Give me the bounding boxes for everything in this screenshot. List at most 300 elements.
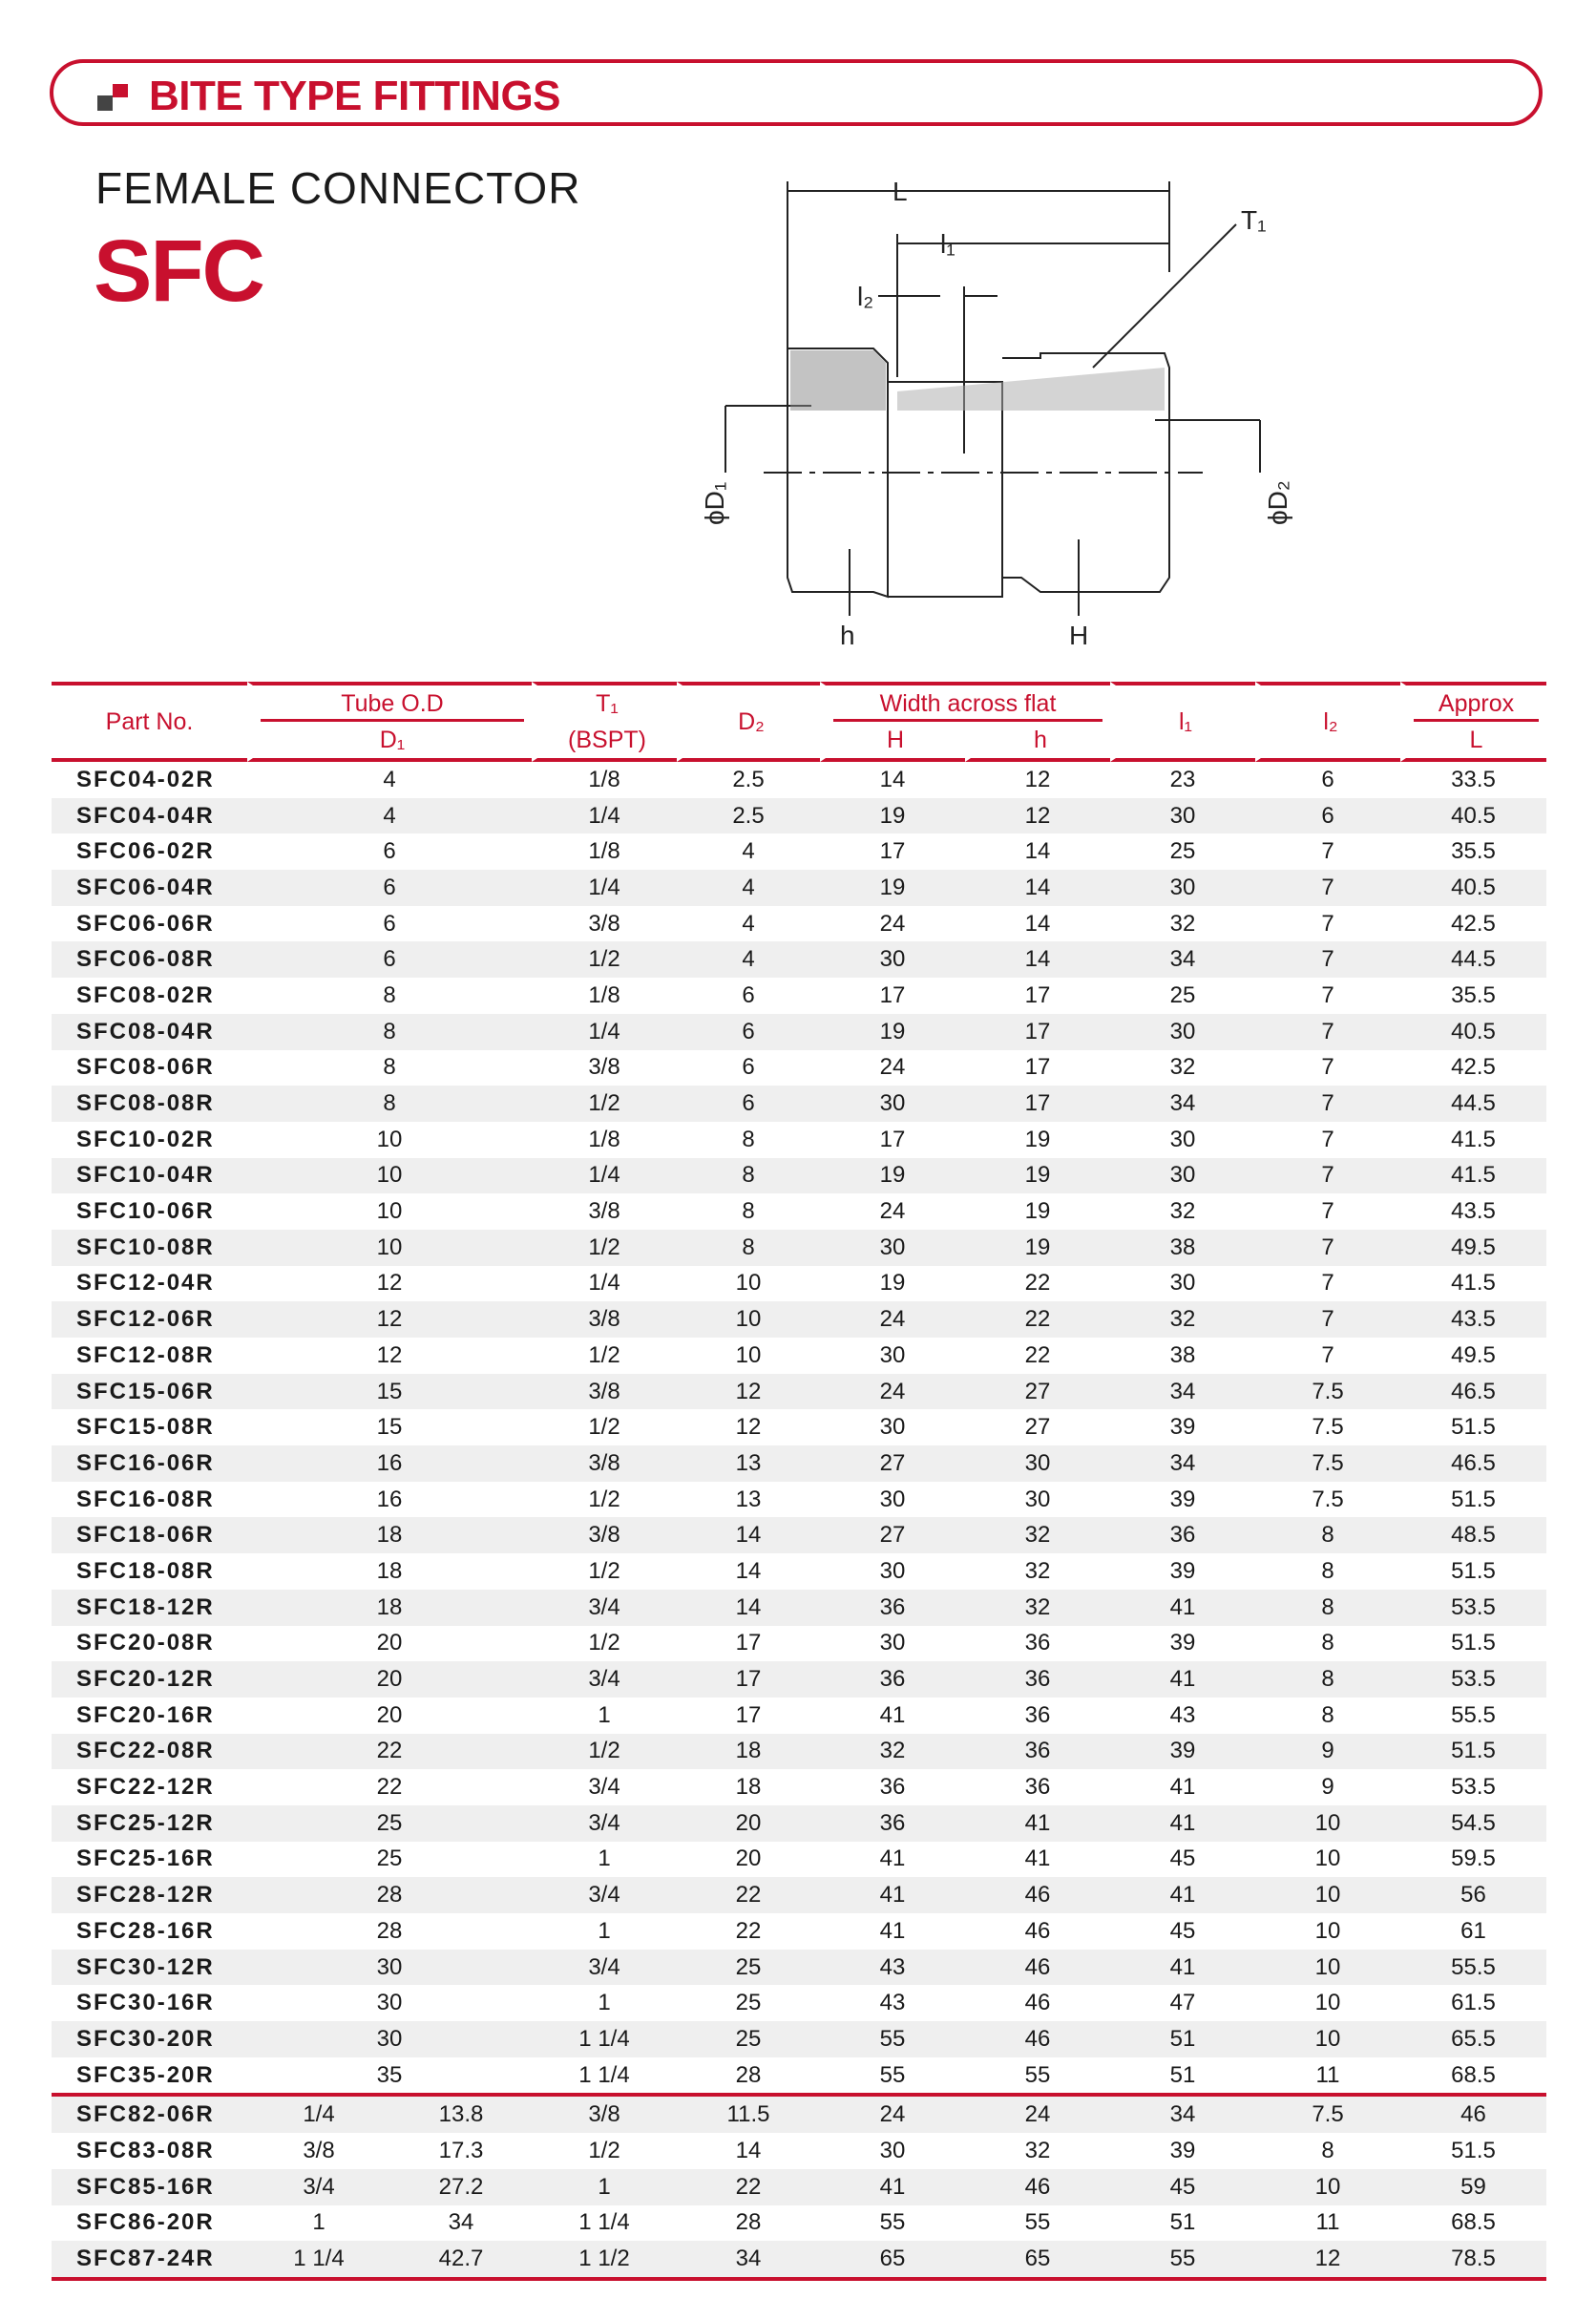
cell-h: 41 xyxy=(1024,1845,1051,1872)
cell-d1-inch: 20 xyxy=(376,1630,403,1656)
cell-l2: 7 xyxy=(1321,1341,1334,1368)
cell-d1-inch: 10 xyxy=(247,1230,532,1266)
cell-l2: 7 xyxy=(1255,941,1400,978)
cell-part-no: SFC18-06R xyxy=(52,1517,247,1553)
table-row xyxy=(52,1553,1546,1590)
cell-d1-inch: 3/4 xyxy=(247,2169,390,2205)
cell-H: 41 xyxy=(879,1845,906,1872)
cell-part-no: SFC18-12R xyxy=(52,1590,247,1626)
cell-d1-inch: 30 xyxy=(376,1990,403,2016)
cell-l1: 51 xyxy=(1110,2021,1255,2057)
cell-l1: 34 xyxy=(1110,1445,1255,1482)
table-row xyxy=(52,2169,1546,2205)
cell-l1: 55 xyxy=(1110,2241,1255,2281)
cell-L: 41.5 xyxy=(1451,1270,1496,1297)
table-row xyxy=(52,1769,1546,1805)
cell-part-no: SFC85-16R xyxy=(52,2169,247,2205)
cell-l1: 25 xyxy=(1169,838,1196,865)
cell-d1-inch: 20 xyxy=(247,1661,532,1698)
cell-d1-inch: 12 xyxy=(376,1270,403,1297)
cell-L: 43.5 xyxy=(1451,1198,1496,1225)
cell-part-no: SFC12-06R xyxy=(52,1301,247,1338)
cell-H: 41 xyxy=(820,1877,965,1913)
cell-l1: 39 xyxy=(1169,1557,1196,1584)
table-row xyxy=(52,1158,1546,1194)
cell-d1-inch: 15 xyxy=(376,1414,403,1441)
cell-d1-mm: 17.3 xyxy=(438,2137,484,2163)
header-tube-od: Tube O.D xyxy=(247,682,532,722)
cell-t1: 1 xyxy=(598,1990,611,2016)
cell-L: 46.5 xyxy=(1400,1374,1546,1410)
cell-part-no: SFC08-08R xyxy=(52,1086,247,1122)
cell-d1-inch: 8 xyxy=(383,1054,396,1081)
cell-l2: 8 xyxy=(1321,2137,1334,2163)
cell-part-no: SFC15-06R xyxy=(52,1374,247,1410)
cell-part-no: SFC08-06R xyxy=(76,1054,215,1081)
cell-part-no: SFC86-20R xyxy=(76,2209,215,2236)
cell-t1: 1/2 xyxy=(588,1630,620,1656)
cell-H: 36 xyxy=(879,1774,906,1801)
cell-t1: 1 xyxy=(532,2169,677,2205)
table-row xyxy=(52,1230,1546,1266)
cell-h: 19 xyxy=(1024,1126,1051,1152)
cell-d1-inch: 18 xyxy=(376,1557,403,1584)
table-row xyxy=(52,2021,1546,2057)
cell-l2: 7.5 xyxy=(1255,2093,1400,2133)
cell-t1: 3/4 xyxy=(532,1950,677,1986)
cell-t1: 1/2 xyxy=(588,1414,620,1441)
cell-L: 40.5 xyxy=(1400,870,1546,906)
cell-part-no: SFC20-16R xyxy=(76,1701,215,1728)
cell-d1-inch: 8 xyxy=(247,1014,532,1050)
cell-l2: 8 xyxy=(1321,1701,1334,1728)
cell-H: 36 xyxy=(820,1661,965,1698)
cell-L: 49.5 xyxy=(1400,1230,1546,1266)
cell-d2: 12 xyxy=(677,1374,820,1410)
table-row xyxy=(52,2205,1546,2242)
cell-L: 61 xyxy=(1460,1917,1486,1944)
cell-l1: 32 xyxy=(1110,1301,1255,1338)
cell-L: 44.5 xyxy=(1400,941,1546,978)
cell-h: 17 xyxy=(965,1086,1110,1122)
cell-l2: 7 xyxy=(1321,1054,1334,1081)
cell-l2: 9 xyxy=(1255,1734,1400,1770)
cell-part-no: SFC30-16R xyxy=(76,1990,215,2016)
cell-d1-inch: 35 xyxy=(376,2061,403,2088)
cell-part-no: SFC06-04R xyxy=(52,870,247,906)
cell-d2: 20 xyxy=(735,1845,762,1872)
cell-part-no: SFC10-06R xyxy=(76,1198,215,1225)
cell-h: 12 xyxy=(1024,766,1051,792)
cell-t1: 3/8 xyxy=(532,2093,677,2133)
table-row xyxy=(52,2093,1546,2133)
cell-t1: 3/8 xyxy=(588,1054,620,1081)
cell-l2: 11 xyxy=(1315,2209,1340,2236)
cell-l2: 10 xyxy=(1255,2021,1400,2057)
table-row xyxy=(52,1266,1546,1302)
cell-h: 55 xyxy=(1024,2209,1051,2236)
header-bspt: (BSPT) xyxy=(532,722,677,762)
cell-l2: 10 xyxy=(1255,1805,1400,1842)
cell-H: 41 xyxy=(879,1701,906,1728)
cell-d2: 28 xyxy=(735,2209,762,2236)
dimensions-table xyxy=(52,682,1546,2281)
cell-H: 30 xyxy=(820,1230,965,1266)
cell-part-no: SFC82-06R xyxy=(52,2093,247,2133)
cell-l2: 7 xyxy=(1321,1126,1334,1152)
cell-d2: 25 xyxy=(735,1990,762,2016)
cell-d1-inch: 15 xyxy=(247,1374,532,1410)
cell-d2: 14 xyxy=(677,1517,820,1553)
cell-part-no: SFC06-08R xyxy=(52,941,247,978)
cell-t1: 1/8 xyxy=(588,838,620,865)
table-row xyxy=(52,2057,1546,2094)
cell-h: 32 xyxy=(965,1517,1110,1553)
cell-h: 14 xyxy=(1024,838,1051,865)
cell-d2: 6 xyxy=(742,981,755,1008)
cell-L: 56 xyxy=(1400,1877,1546,1913)
cell-t1: 3/8 xyxy=(532,1517,677,1553)
cell-H: 14 xyxy=(879,766,906,792)
cell-h: 46 xyxy=(1024,1917,1051,1944)
cell-part-no: SFC20-08R xyxy=(76,1630,215,1656)
cell-H: 19 xyxy=(820,1014,965,1050)
cell-d1-inch: 6 xyxy=(247,870,532,906)
cell-L: 51.5 xyxy=(1451,1557,1496,1584)
cell-L: 68.5 xyxy=(1451,2209,1496,2236)
cell-t1: 1 xyxy=(598,1917,611,1944)
product-code: SFC xyxy=(94,222,263,320)
cell-d1-inch: 25 xyxy=(376,1845,403,1872)
cell-H: 17 xyxy=(879,981,906,1008)
cell-H: 30 xyxy=(879,1414,906,1441)
header-t1: T₁ xyxy=(532,682,677,722)
cell-t1: 3/8 xyxy=(532,1445,677,1482)
cell-part-no: SFC15-08R xyxy=(76,1414,215,1441)
cell-l1: 45 xyxy=(1169,1845,1196,1872)
table-row xyxy=(52,2241,1546,2281)
cell-h: 14 xyxy=(965,941,1110,978)
cell-h: 19 xyxy=(965,1158,1110,1194)
cell-H: 65 xyxy=(820,2241,965,2281)
cell-l1: 30 xyxy=(1110,870,1255,906)
cell-t1: 3/8 xyxy=(588,1198,620,1225)
cell-t1: 3/8 xyxy=(588,910,620,937)
cell-L: 59.5 xyxy=(1451,1845,1496,1872)
cell-H: 24 xyxy=(820,1301,965,1338)
cell-L: 59 xyxy=(1400,2169,1546,2205)
cell-l1: 39 xyxy=(1110,1734,1255,1770)
cell-t1: 1/2 xyxy=(532,1734,677,1770)
cell-t1: 1/8 xyxy=(588,1126,620,1152)
table-row xyxy=(52,1086,1546,1122)
table-row xyxy=(52,1445,1546,1482)
cell-part-no: SFC30-20R xyxy=(52,2021,247,2057)
cell-H: 30 xyxy=(879,1486,906,1512)
cell-d1-inch: 1 1/4 xyxy=(247,2241,390,2281)
table-row xyxy=(52,1193,1546,1230)
cell-H: 24 xyxy=(820,1374,965,1410)
cell-l1: 34 xyxy=(1110,2093,1255,2133)
cell-l2: 8 xyxy=(1255,1517,1400,1553)
cell-L: 51.5 xyxy=(1451,1414,1496,1441)
table-row xyxy=(52,1877,1546,1913)
cell-t1: 3/4 xyxy=(532,1877,677,1913)
cell-h: 30 xyxy=(965,1445,1110,1482)
cell-H: 55 xyxy=(820,2021,965,2057)
cell-part-no: SFC22-12R xyxy=(76,1774,215,1801)
table-row xyxy=(52,1842,1546,1878)
table-row xyxy=(52,1734,1546,1770)
fitting-diagram xyxy=(687,167,1317,664)
cell-d2: 4 xyxy=(742,910,755,937)
cell-part-no: SFC06-02R xyxy=(76,838,215,865)
cell-d1-inch: 4 xyxy=(247,798,532,834)
cell-t1: 1/2 xyxy=(532,1086,677,1122)
cell-h: 30 xyxy=(1024,1486,1051,1512)
cell-L: 65.5 xyxy=(1400,2021,1546,2057)
header-width-across-flat: Width across flat xyxy=(820,682,1110,722)
cell-H: 30 xyxy=(820,941,965,978)
cell-L: 33.5 xyxy=(1451,766,1496,792)
cell-d1-inch: 6 xyxy=(383,910,396,937)
table-row xyxy=(52,1482,1546,1518)
cell-h: 55 xyxy=(1024,2061,1051,2088)
cell-l2: 10 xyxy=(1255,1950,1400,1986)
table-row xyxy=(52,2133,1546,2169)
cell-L: 35.5 xyxy=(1451,981,1496,1008)
cell-h: 19 xyxy=(965,1230,1110,1266)
cell-l1: 32 xyxy=(1169,910,1196,937)
cell-d2: 22 xyxy=(677,2169,820,2205)
cell-l1: 39 xyxy=(1169,1486,1196,1512)
cell-l1: 39 xyxy=(1169,1414,1196,1441)
cell-d2: 13 xyxy=(677,1445,820,1482)
cell-l2: 10 xyxy=(1255,2169,1400,2205)
cell-l1: 51 xyxy=(1169,2209,1196,2236)
table-row xyxy=(52,1590,1546,1626)
cell-d1-mm: 13.8 xyxy=(390,2093,532,2133)
cell-H: 24 xyxy=(879,1054,906,1081)
cell-t1: 1 xyxy=(598,1845,611,1872)
cell-part-no: SFC08-04R xyxy=(52,1014,247,1050)
dim-label-t1: T₁ xyxy=(1241,205,1267,235)
cell-d2: 22 xyxy=(677,1877,820,1913)
cell-d1-inch: 4 xyxy=(383,766,396,792)
cell-l1: 30 xyxy=(1110,1158,1255,1194)
cell-d2: 11.5 xyxy=(677,2093,820,2133)
cell-h: 22 xyxy=(965,1301,1110,1338)
cell-H: 41 xyxy=(879,1917,906,1944)
cell-d1-inch: 28 xyxy=(247,1877,532,1913)
cell-l2: 7 xyxy=(1255,1014,1400,1050)
cell-d1-inch: 10 xyxy=(247,1158,532,1194)
table-row xyxy=(52,1661,1546,1698)
cell-L: 41.5 xyxy=(1400,1158,1546,1194)
cell-h: 32 xyxy=(965,1590,1110,1626)
table-row xyxy=(52,1805,1546,1842)
cell-t1: 1 1/4 xyxy=(578,2209,630,2236)
cell-l2: 8 xyxy=(1321,1557,1334,1584)
cell-part-no: SFC28-12R xyxy=(52,1877,247,1913)
cell-h: 12 xyxy=(965,798,1110,834)
cell-h: 14 xyxy=(965,870,1110,906)
cell-part-no: SFC18-08R xyxy=(76,1557,215,1584)
cell-L: 55.5 xyxy=(1451,1701,1496,1728)
cell-part-no: SFC10-02R xyxy=(76,1126,215,1152)
cell-d2: 2.5 xyxy=(677,798,820,834)
table-row xyxy=(52,941,1546,978)
cell-L: 42.5 xyxy=(1451,910,1496,937)
header-H: H xyxy=(820,722,965,762)
cell-t1: 1/4 xyxy=(532,870,677,906)
cell-t1: 3/8 xyxy=(532,1301,677,1338)
cell-H: 43 xyxy=(820,1950,965,1986)
cell-part-no: SFC16-08R xyxy=(76,1486,215,1512)
header-d2: D₂ xyxy=(677,682,820,762)
cell-d2: 8 xyxy=(742,1198,755,1225)
cell-part-no: SFC12-04R xyxy=(76,1270,215,1297)
cell-l2: 10 xyxy=(1255,1877,1400,1913)
cell-d1-inch: 16 xyxy=(247,1445,532,1482)
cell-d1-inch: 18 xyxy=(247,1517,532,1553)
cell-l1: 45 xyxy=(1110,2169,1255,2205)
table-row xyxy=(52,906,1546,942)
cell-H: 55 xyxy=(879,2061,906,2088)
table-row xyxy=(52,1122,1546,1158)
cell-d1-mm: 34 xyxy=(448,2209,474,2236)
table-row xyxy=(52,1950,1546,1986)
cell-t1: 3/4 xyxy=(532,1590,677,1626)
table-row xyxy=(52,1985,1546,2021)
cell-H: 24 xyxy=(879,1198,906,1225)
cell-l1: 39 xyxy=(1169,1630,1196,1656)
table-row xyxy=(52,1050,1546,1086)
cell-d1-inch: 6 xyxy=(383,838,396,865)
cell-d2: 10 xyxy=(735,1341,762,1368)
cell-L: 53.5 xyxy=(1451,1774,1496,1801)
cell-L: 51.5 xyxy=(1400,1734,1546,1770)
header-L: L xyxy=(1400,722,1546,762)
cell-t1: 1/4 xyxy=(532,1158,677,1194)
cell-h: 17 xyxy=(1024,1054,1051,1081)
cell-d1-mm: 42.7 xyxy=(390,2241,532,2281)
header-h: h xyxy=(965,722,1110,762)
cell-l2: 7.5 xyxy=(1312,1414,1344,1441)
cell-l1: 30 xyxy=(1110,798,1255,834)
cell-H: 30 xyxy=(879,1341,906,1368)
cell-h: 46 xyxy=(965,2169,1110,2205)
section-banner xyxy=(50,59,1543,126)
cell-l2: 7 xyxy=(1321,910,1334,937)
table-row xyxy=(52,762,1546,798)
cell-l1: 30 xyxy=(1169,1126,1196,1152)
header-approx: Approx xyxy=(1400,682,1546,722)
dim-label-L: L xyxy=(892,177,908,206)
cell-l1: 41 xyxy=(1110,1950,1255,1986)
cell-t1: 3/4 xyxy=(532,1805,677,1842)
cell-h: 46 xyxy=(1024,1990,1051,2016)
cell-H: 32 xyxy=(820,1734,965,1770)
cell-L: 51.5 xyxy=(1451,1486,1496,1512)
cell-t1: 1/2 xyxy=(532,1230,677,1266)
cell-d2: 4 xyxy=(742,838,755,865)
cell-d1-inch: 20 xyxy=(376,1701,403,1728)
cell-part-no: SFC08-02R xyxy=(76,981,215,1008)
cell-h: 46 xyxy=(965,2021,1110,2057)
cell-l2: 7 xyxy=(1321,838,1334,865)
cell-L: 51.5 xyxy=(1451,1630,1496,1656)
cell-l1: 30 xyxy=(1169,1270,1196,1297)
dim-label-l1: l₁ xyxy=(940,229,956,259)
cell-H: 41 xyxy=(820,2169,965,2205)
cell-d1-inch: 25 xyxy=(247,1805,532,1842)
cell-d1-inch: 22 xyxy=(376,1774,403,1801)
cell-h: 32 xyxy=(1024,1557,1051,1584)
cell-d1-inch: 30 xyxy=(247,1950,532,1986)
cell-part-no: SFC28-16R xyxy=(76,1917,215,1944)
cell-h: 19 xyxy=(1024,1198,1051,1225)
cell-l2: 10 xyxy=(1314,1917,1341,1944)
cell-L: 41.5 xyxy=(1451,1126,1496,1152)
cell-d1-inch: 10 xyxy=(376,1126,403,1152)
cell-l1: 51 xyxy=(1169,2061,1196,2088)
cell-H: 17 xyxy=(879,1126,906,1152)
cell-part-no: SFC04-02R xyxy=(76,766,215,792)
cell-d2: 6 xyxy=(677,1086,820,1122)
cell-l2: 10 xyxy=(1314,1990,1341,2016)
cell-t1: 1/2 xyxy=(588,1341,620,1368)
cell-l1: 32 xyxy=(1169,1054,1196,1081)
cell-l2: 8 xyxy=(1255,1590,1400,1626)
cell-L: 46.5 xyxy=(1400,1445,1546,1482)
cell-d2: 22 xyxy=(735,1917,762,1944)
cell-d1-inch: 12 xyxy=(376,1341,403,1368)
cell-d2: 8 xyxy=(677,1158,820,1194)
cell-h: 36 xyxy=(965,1734,1110,1770)
cell-t1: 1 1/4 xyxy=(578,2061,630,2088)
header-d1: D₁ xyxy=(247,722,532,762)
cell-d2: 10 xyxy=(677,1301,820,1338)
cell-d2: 18 xyxy=(735,1774,762,1801)
cell-d2: 8 xyxy=(677,1230,820,1266)
cell-d2: 25 xyxy=(677,2021,820,2057)
header-l2: l₂ xyxy=(1255,682,1400,762)
cell-t1: 1/4 xyxy=(532,798,677,834)
cell-l2: 6 xyxy=(1255,798,1400,834)
cell-L: 68.5 xyxy=(1451,2061,1496,2088)
cell-l2: 8 xyxy=(1255,1661,1400,1698)
cell-part-no: SFC87-24R xyxy=(52,2241,247,2281)
cell-h: 14 xyxy=(1024,910,1051,937)
cell-l2: 7.5 xyxy=(1255,1445,1400,1482)
cell-d2: 13 xyxy=(735,1486,762,1512)
cell-t1: 3/4 xyxy=(588,1774,620,1801)
cell-d2: 2.5 xyxy=(732,766,765,792)
cell-d1-inch: 10 xyxy=(376,1198,403,1225)
cell-h: 46 xyxy=(965,1950,1110,1986)
cell-d2: 10 xyxy=(735,1270,762,1297)
cell-d2: 17 xyxy=(735,1701,762,1728)
cell-H: 24 xyxy=(879,910,906,937)
cell-l2: 12 xyxy=(1255,2241,1400,2281)
cell-l2: 7.5 xyxy=(1255,1374,1400,1410)
cell-t1: 1/2 xyxy=(588,2137,620,2163)
cell-d2: 25 xyxy=(677,1950,820,1986)
cell-L: 51.5 xyxy=(1451,2137,1496,2163)
cell-d2: 20 xyxy=(677,1805,820,1842)
cell-part-no: SFC16-06R xyxy=(52,1445,247,1482)
